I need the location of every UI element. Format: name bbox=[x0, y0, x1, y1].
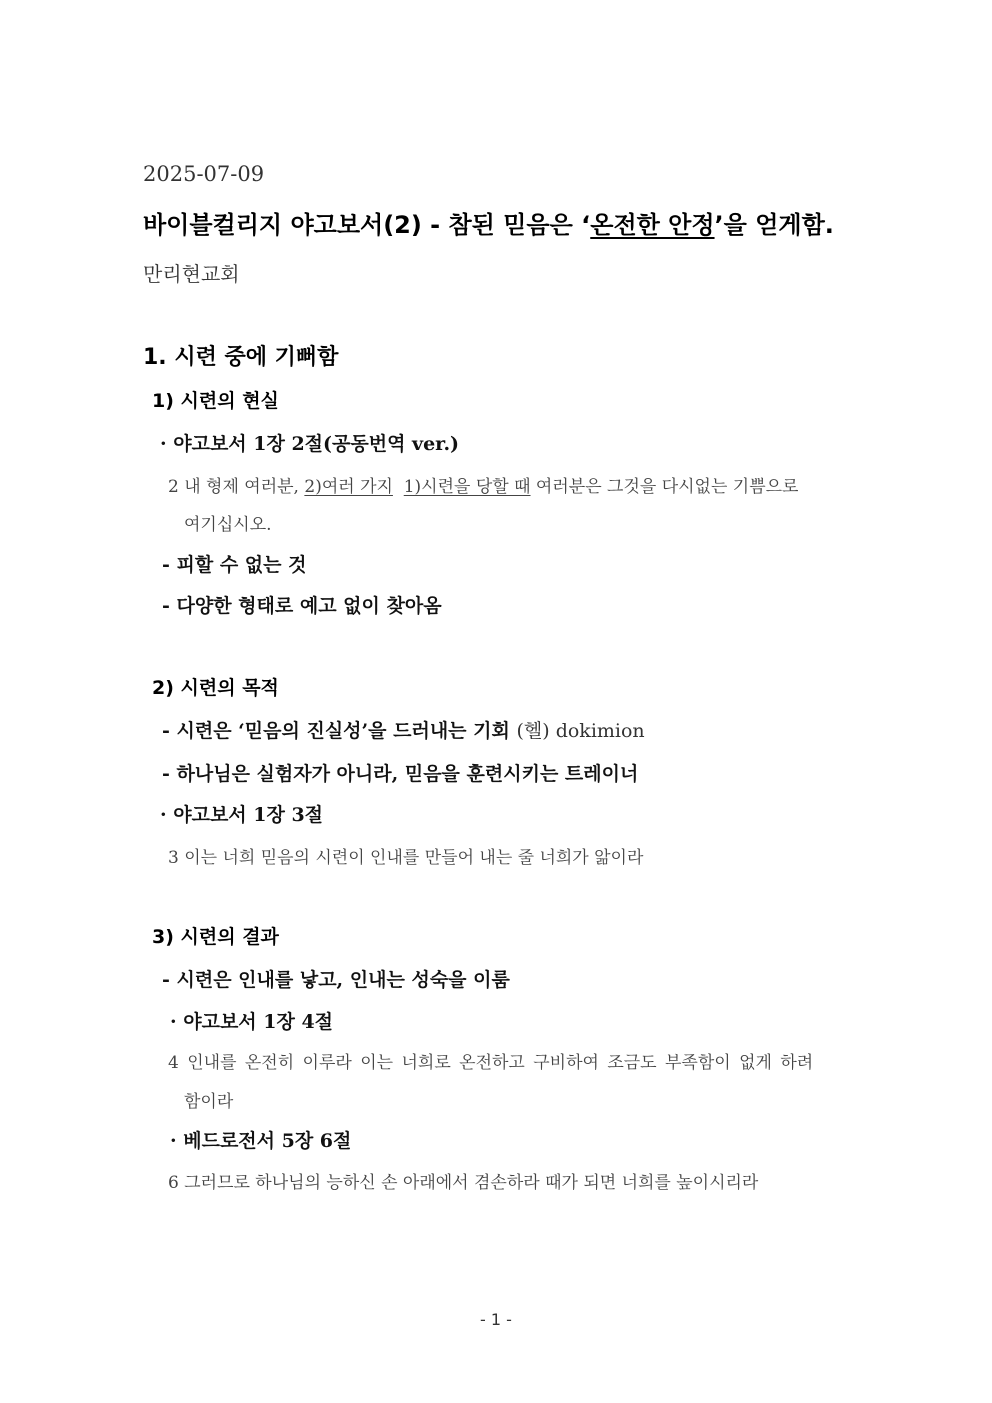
point-item bbox=[162, 716, 645, 743]
page-number: - 1 - bbox=[480, 1310, 512, 1329]
subsection-3-heading: 3) 시련의 결과 bbox=[152, 926, 279, 948]
point-text: - 시련은 ‘믿음의 진실성’을 드러내는 기회 bbox=[162, 720, 510, 742]
scripture-reference: · 베드로전서 5장 6절 bbox=[170, 1130, 352, 1152]
verse-text: 4 인내를 온전히 이루라 이는 너희로 온전하고 구비하여 조금도 부족함이 없게 하려 bbox=[168, 1053, 814, 1073]
verse-text: 6 그러므로 하나님의 능하신 손 아래에서 겸손하라 때가 되면 너희를 높이시리라 bbox=[168, 1173, 759, 1193]
title-suffix: ’을 얻게함. bbox=[714, 211, 834, 239]
verse-text bbox=[168, 472, 798, 497]
subsection-2-heading: 2) 시련의 목적 bbox=[152, 677, 279, 699]
point-item: - 시련은 인내를 낳고, 인내는 성숙을 이룸 bbox=[162, 969, 510, 991]
verse-text: 3 이는 너희 믿음의 시련이 인내를 만들어 내는 줄 너희가 앎이라 bbox=[168, 848, 644, 868]
point-item: - 피할 수 없는 것 bbox=[162, 554, 307, 576]
subsection-1-heading: 1) 시련의 현실 bbox=[152, 390, 279, 412]
verse-text-continued: 여기십시오. bbox=[184, 515, 272, 535]
document-title bbox=[143, 205, 834, 240]
title-prefix: 바이블컬리지 야고보서(2) - 참된 믿음은 ‘ bbox=[143, 211, 591, 239]
scripture-reference: · 야고보서 1장 4절 bbox=[170, 1011, 334, 1033]
verse-text-continued: 함이라 bbox=[184, 1092, 234, 1112]
scripture-reference: · 야고보서 1장 3절 bbox=[160, 804, 324, 826]
section-1-heading: 1. 시련 중에 기뻐함 bbox=[143, 345, 339, 370]
greek-word-note: (헬) dokimion bbox=[516, 720, 645, 742]
verse-part: 여러분은 그것을 다시없는 기쁨으로 bbox=[530, 477, 799, 497]
verse-underlined: 1)시련을 당할 때 bbox=[403, 477, 531, 497]
church-name: 만리현교회 bbox=[143, 262, 240, 286]
title-underlined-phrase: 온전한 안정 bbox=[590, 211, 715, 239]
scripture-reference: · 야고보서 1장 2절(공동번역 ver.) bbox=[160, 433, 460, 455]
verse-underlined: 2)여러 가지 bbox=[304, 477, 393, 497]
document-date: 2025-07-09 bbox=[143, 162, 265, 186]
point-item: - 다양한 형태로 예고 없이 찾아옴 bbox=[162, 595, 442, 617]
point-item: - 하나님은 실험자가 아니라, 믿음을 훈련시키는 트레이너 bbox=[162, 763, 639, 785]
verse-part: 2 내 형제 여러분, bbox=[168, 477, 305, 497]
